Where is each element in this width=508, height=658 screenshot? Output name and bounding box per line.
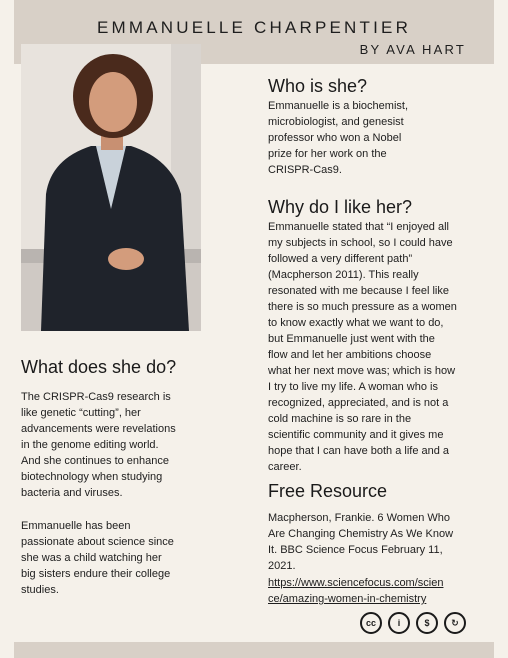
noncommercial-icon: $ [416,612,438,634]
portrait-illustration [21,44,201,331]
what-heading: What does she do? [21,357,177,377]
sharealike-icon: ↻ [444,612,466,634]
why-heading: Why do I like her? [268,197,413,217]
page-title: EMMANUELLE CHARPENTIER [96,18,412,37]
license-badges [360,612,466,634]
what-text: The CRISPR-Cas9 research is like genetic “cutting”, her advancements were revelations in the genome editing world. And she continues to enhance biotechnology when studying bacteria and viruses. [21,391,176,499]
resource-heading: Free Resource [268,481,388,501]
portrait-photo [21,44,201,331]
who-text: Emmanuelle is a biochemist, microbiologist, and genesist professor who won a Nobel prize for her work on the CRISPR-Cas9. [268,100,409,176]
who-heading: Who is she? [268,76,368,96]
attribution-icon: i [388,612,410,634]
resource-link[interactable]: https://www.sciencefocus.com/scien ce/amazing-women-in-chemistry [268,577,444,605]
cc-icon: cc [360,612,382,634]
footer-band [14,642,494,658]
resource-citation: Macpherson, Frankie. 6 Women Who Are Changing Chemistry As We Know It. BBC Science Focus February 11, 2021. [268,512,454,572]
why-text: Emmanuelle stated that “I enjoyed all my subjects in school, so I could have followed a very different path” (Macpherson 2011). This really resonated with me because I feel like there is so much pressure as a women to know exactly what we want to do, but Emmanuelle just went with the flow and let her ambitions choose what her next move was; which is how I try to live my life. A woman who is recognized, appreciated, and is not a cold machine is so rare in the scientific community and it gives me hope that I can have both a life and a career. [268,221,457,473]
what-text-2: Emmanuelle has been passionate about science since she was a child watching her big sisters endure their college studies. [21,520,174,596]
byline: BY AVA HART [359,42,466,57]
